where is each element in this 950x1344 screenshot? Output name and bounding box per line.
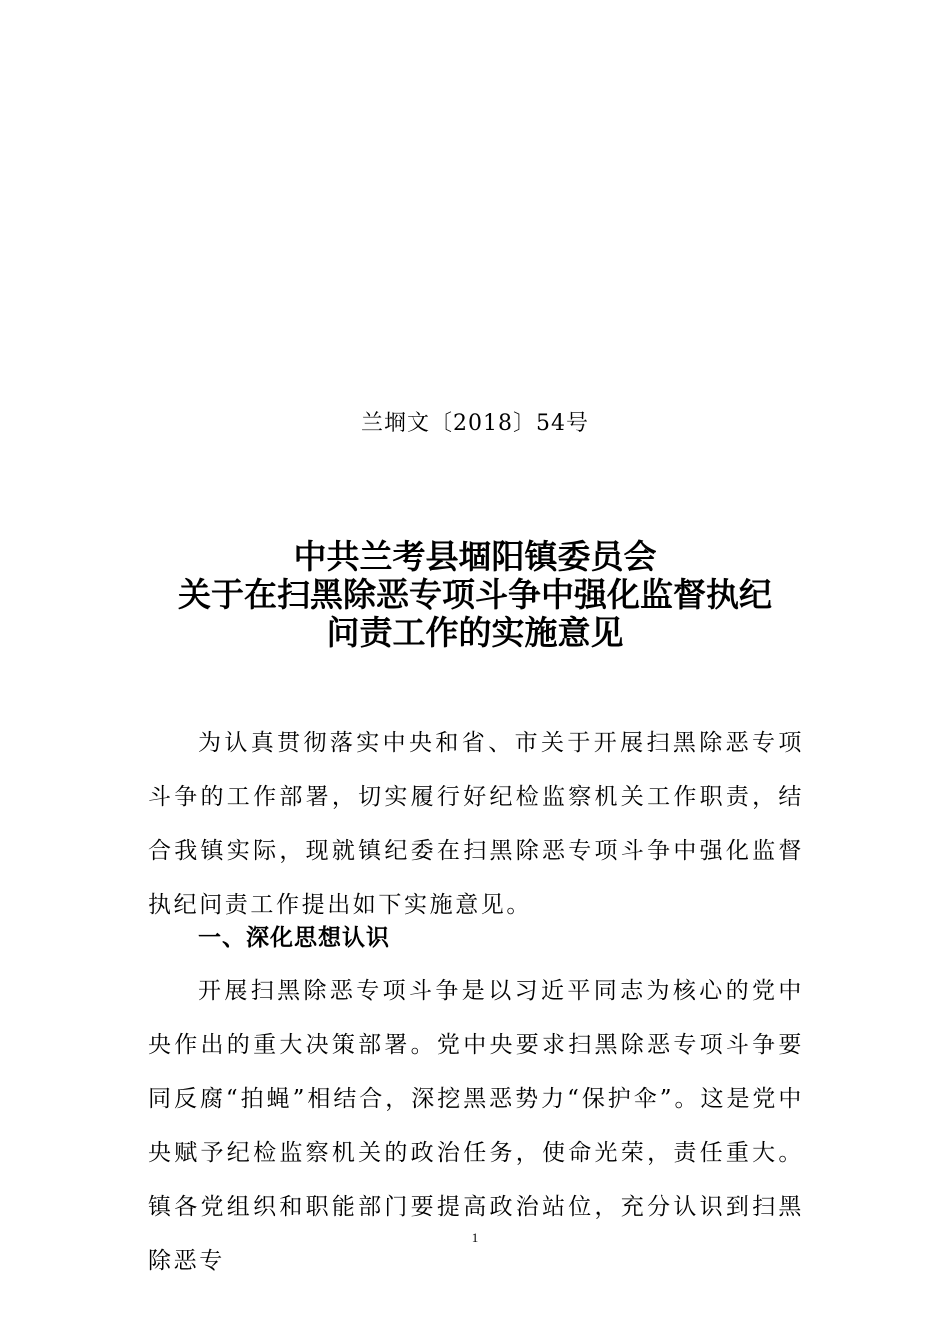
section-paragraph: 开展扫黑除恶专项斗争是以习近平同志为核心的党中央作出的重大决策部署。党中央要求扫黑除恶专项斗争要同反腐“拍蝇”相结合，深挖黑恶势力“保护伞”。这是党中央赋予纪检监察机关的政治任务，使命光荣，责任重大。镇各党组织和职能部门要提高政治站位，充分认识到扫黑除恶专 [148,978,804,1274]
title-line-2: 关于在扫黑除恶专项斗争中强化监督执纪 [178,575,772,614]
page-number: 1 [471,1230,479,1245]
document-number: 兰埛文〔2018〕54号 [361,411,589,436]
section-heading: 一、深化思想认识 [198,925,390,951]
document-title [0,538,950,652]
intro-paragraph: 为认真贯彻落实中央和省、市关于开展扫黑除恶专项斗争的工作部署，切实履行好纪检监察机关工作职责，结合我镇实际，现就镇纪委在扫黑除恶专项斗争中强化监督执纪问责工作提出如下实施意见。 [148,730,804,918]
title-line-1: 中共兰考县堌阳镇委员会 [293,537,657,576]
title-line-3: 问责工作的实施意见 [326,613,624,652]
